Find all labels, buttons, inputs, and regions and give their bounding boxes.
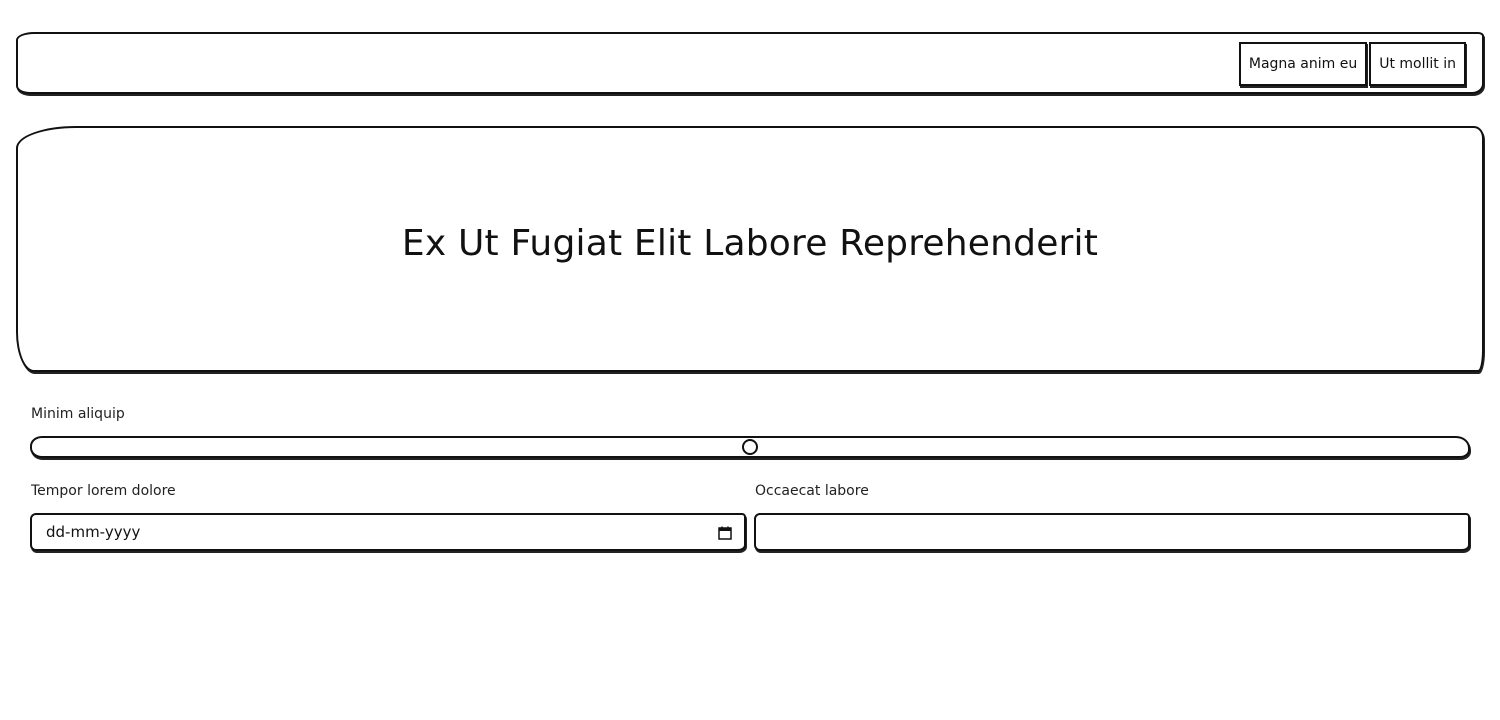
date-input[interactable] [30,513,746,551]
date-label: Tempor lorem dolore [31,483,176,499]
hero-title: Ex Ut Fugiat Elit Labore Reprehenderit [401,222,1099,264]
calendar-icon[interactable] [718,525,732,539]
slider-label: Minim aliquip [31,406,125,422]
header-bar [16,32,1484,94]
text-label: Occaecat labore [755,483,869,499]
nav-button-magna-anim-eu[interactable]: Magna anim eu [1239,42,1367,86]
hero-banner [16,126,1484,372]
date-placeholder: dd-mm-yyyy [46,523,141,541]
range-slider[interactable] [30,436,1470,458]
text-input[interactable] [754,513,1470,551]
slider-thumb[interactable] [742,439,758,455]
nav-button-ut-mollit-in[interactable]: Ut mollit in [1369,42,1466,86]
top-nav [1239,42,1466,86]
